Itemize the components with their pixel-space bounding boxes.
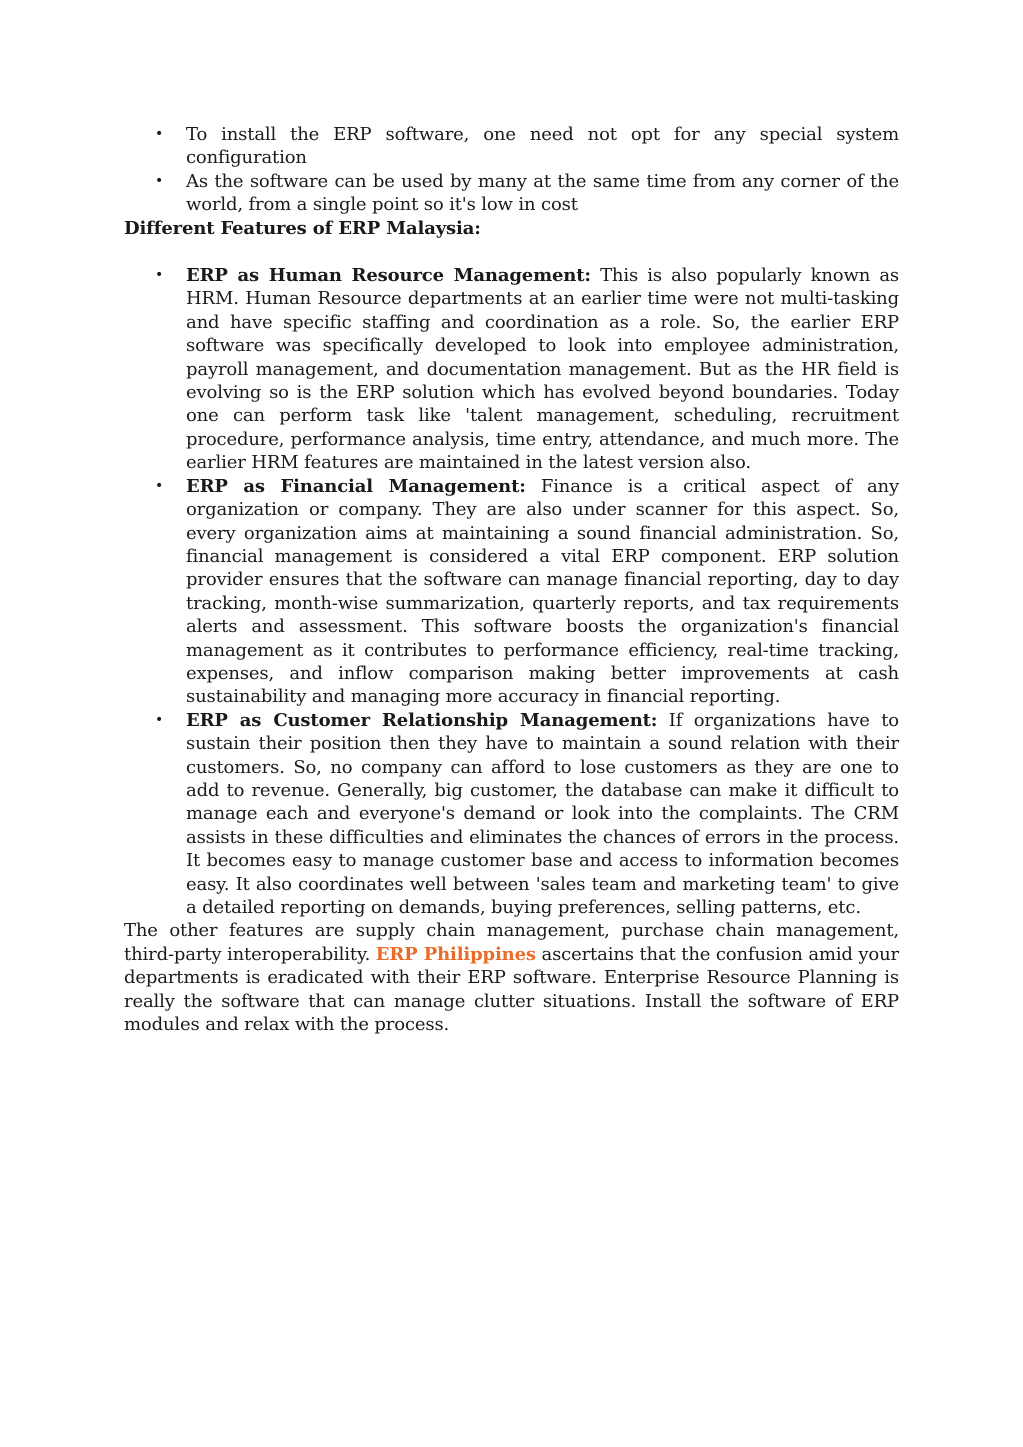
intro-bullet-list: [124, 123, 899, 217]
intro-bullet-item: [124, 170, 899, 217]
bullet-icon: •: [154, 711, 164, 728]
feature-title: ERP as Customer Relationship Management:: [186, 709, 658, 731]
intro-bullet-text: As the software can be used by many at the same time from any corner of the world, from a single point so it's low in cost: [186, 170, 899, 216]
closing-paragraph: [124, 919, 899, 1036]
feature-list: [124, 264, 899, 919]
closing-text-before: The other features are supply chain management, purchase chain management, third-party interoperability.: [124, 920, 899, 965]
feature-body: This is also popularly known as HRM. Human Resource departments at an earlier time were not multi-tasking and have specific staffing and coordination as a role. So, the earlier ERP software was specifically developed to look into employee administration, payroll management, and documentation management. But as the HR field is evolving so is the ERP solution which has evolved beyond boundaries. Today one can perform task like 'talent management, scheduling, recruitment procedure, performance analysis, time entry, attendance, and much more. The earlier HRM features are maintained in the latest version also.: [186, 265, 899, 474]
feature-item-crm: [124, 709, 899, 920]
feature-title: ERP as Financial Management:: [186, 475, 526, 497]
feature-item-hrm: [124, 264, 899, 475]
bullet-icon: •: [154, 172, 164, 189]
bullet-icon: •: [154, 267, 164, 284]
section-spacer: [124, 240, 899, 264]
bullet-icon: •: [154, 477, 164, 494]
erp-philippines-link[interactable]: ERP Philippines: [375, 943, 536, 965]
feature-title: ERP as Human Resource Management:: [186, 265, 591, 287]
bullet-icon: •: [154, 126, 164, 142]
feature-body: If organizations have to sustain their position then they have to maintain a sound relation with their customers. So, no company can afford to lose customers as they are one to add to revenue. Generally, big customer, the database can make it difficult to manage each and everyone's demand or look into the complaints. The CRM assists in these difficulties and eliminates the chances of errors in the process. It becomes easy to manage customer base and access to information becomes easy. It also coordinates well between 'sales team and marketing team' to give a detailed reporting on demands, buying preferences, selling patterns, etc.: [186, 709, 899, 918]
closing-text-after: ascertains that the confusion amid your departments is eradicated with their ERP software. Enterprise Resource Planning is really the software that can manage clutter situations. Install the software of ERP modules and relax with the process.: [124, 943, 899, 1036]
feature-item-financial: [124, 475, 899, 709]
intro-bullet-item: [124, 123, 899, 170]
section-heading: Different Features of ERP Malaysia:: [124, 217, 481, 239]
intro-bullet-text: To install the ERP software, one need not opt for any special system configuration: [186, 124, 899, 169]
document-page: [124, 123, 899, 1036]
feature-body: Finance is a critical aspect of any organization or company. They are also under scanner for this aspect. So, every organization aims at maintaining a sound financial administration. So, financial management is considered a vital ERP component. ERP solution provider ensures that the software can manage financial reporting, day to day tracking, month-wise summarization, quarterly reports, and tax requirements alerts and assessment. This software boosts the organization's financial management as it contributes to performance efficiency, real-time tracking, expenses, and inflow comparison making better improvements at cash sustainability and managing more accuracy in financial reporting.: [186, 475, 899, 708]
